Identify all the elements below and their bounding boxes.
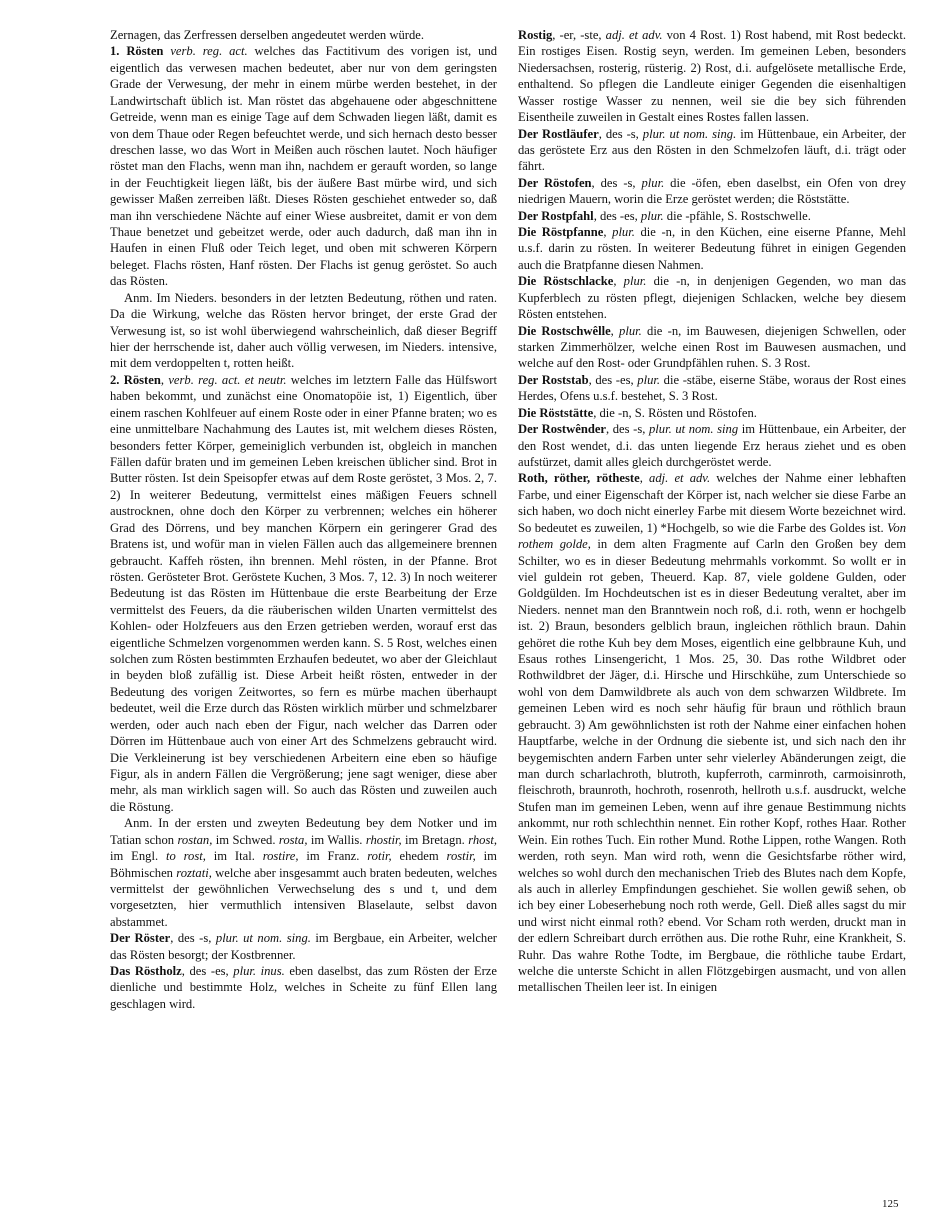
- headword: Der Rostläufer: [518, 126, 599, 141]
- headword: Die Röstschlacke: [518, 274, 614, 289]
- grammar-note: plur.: [637, 372, 661, 387]
- grammar-note: adj. et adv.: [605, 28, 663, 42]
- entry-text: die -öfen, eben daselbst, ein Ofen von drey niedrigen Mauern, worin die Erze geröstet werden; die Röststätte.: [518, 175, 906, 207]
- dictionary-entry: [518, 405, 906, 421]
- headword: Die Rostschwêlle: [518, 323, 611, 338]
- dictionary-entry: [518, 175, 906, 208]
- entry-text: ,: [639, 471, 650, 486]
- grammar-note: Von rothem golde,: [518, 520, 906, 552]
- entry-text: Anm. Im Nieders. besonders in der letzten Bedeutung, röthen und raten. Da die Wirkung, welche das Rösten hervor bringet, der erste Grad der Verwesung ist, so ist wohl überwiegend wahrscheinlich, daß dieser Begriff hier der herrschende ist, daher auch völlig verwesen, im Nieders. intensive, mit dem verdoppelten t, rotten heißt.: [110, 290, 497, 371]
- entry-text: im Bretagn.: [401, 832, 469, 847]
- dictionary-entry: [110, 290, 497, 372]
- entry-text: , -er, -ste,: [552, 28, 606, 42]
- headword: Der Röstofen: [518, 175, 592, 190]
- grammar-note: plur.: [641, 175, 665, 190]
- grammar-note: verb. reg. act. et neutr.: [168, 372, 287, 387]
- dictionary-entry: [518, 372, 906, 405]
- grammar-note: rosta,: [278, 832, 308, 847]
- entry-text: ,: [160, 372, 169, 387]
- page-number: 125: [882, 1198, 899, 1210]
- entry-text: ,: [613, 274, 624, 289]
- grammar-note: plur. ut nom. sing.: [215, 931, 311, 946]
- headword: 2. Rösten: [110, 372, 161, 387]
- dictionary-entry: [110, 43, 497, 289]
- entry-text: eben daselbst, das zum Rösten der Erze dienliche und bestimmte Holz, welches in Scheite zu fünf Ellen lang geschlagen wird.: [110, 964, 497, 1011]
- entry-text: , des -es,: [588, 372, 638, 387]
- headword: Der Roststab: [518, 372, 589, 387]
- dictionary-entry: [110, 963, 497, 1012]
- grammar-note: plur. inus.: [233, 964, 285, 979]
- entry-text: im Bergbaue, ein Arbeiter, welcher das Rösten besorgt; der Kostbrenner.: [110, 931, 498, 962]
- entry-text: im Franz.: [298, 849, 368, 864]
- headword: Der Rostpfahl: [518, 208, 594, 223]
- entry-text: , des -s,: [170, 931, 216, 946]
- grammar-note: verb. reg. act.: [170, 44, 248, 59]
- entry-text: , des -s,: [591, 175, 642, 190]
- headword: Die Röstpfanne: [518, 225, 604, 240]
- right-column: [518, 27, 906, 996]
- grammar-note: rotir,: [367, 849, 392, 864]
- headword: Rostig: [518, 28, 553, 42]
- grammar-note: rhost,: [468, 832, 498, 847]
- left-column: [110, 27, 497, 1012]
- entry-text: welches das Factitivum des vorigen ist, und eigentlich das verwesen machen bedeutet, aber nur von dem geringsten Grade der Verwesung, der mehr in einem mürbe werden bestehet, in der Landwirtschaft üblich ist. Man röstet das abgehauene oder abgeschnittene Getreide, wenn man es einige Tage auf dem Schwaden liegen läßt, damit es von dem Thaue oder Regen befeuchtet werde, und sich hernach desto besser dreschen lasse, wo das Wort in Meißen auch röschen lautet. Noch häufiger röstet man den Flachs, wenn man ihn, nachdem er gerauft worden, so lange in der Feuchtigkeit liegen läßt, bis der äußere Bast mürbe wird, und sich gewisser Maßen zerreiben läßt. Dieses Rösten geschiehet entweder so, daß man ihn verschiedene Nächte auf einer Wiese ausbreitet, damit er von dem Thaue benetzet und gebeitzet werde, oder auch dadurch, daß man ihn in Haufen in einen Fluß oder Teich leget, und oben mit schweren Körpern beleget. Flachs rösten, Hanf rösten. Der Flachs ist genug geröstet. So auch das Rösten.: [110, 44, 497, 289]
- grammar-note: plur. ut nom. sing: [648, 422, 739, 437]
- headword: Roth, röther, rötheste: [518, 471, 640, 486]
- dictionary-entry: [518, 224, 906, 273]
- entry-text: im Schwed.: [212, 832, 279, 847]
- entry-text: im Ital.: [205, 849, 263, 864]
- entry-text: im Hüttenbaue, ein Arbeiter, der den Rost wendet, d.i. das unten liegende Erz heraus ziehet und es oben aufstürzet, damit alles gleich durchgeröstet werde.: [518, 422, 907, 469]
- dictionary-entry: [518, 323, 906, 372]
- entry-text: die -pfähle, S. Rostschwelle.: [663, 208, 811, 223]
- grammar-note: plur.: [612, 225, 635, 240]
- entry-text: im Hüttenbaue, ein Arbeiter, der das geröstete Erz aus den Rösten in den Schmelzofen läuft, d.i. trägt oder fährt.: [518, 126, 906, 174]
- entry-text: Anm. In der ersten und zweyten Bedeutung bey dem Notker und im Tatian schon: [110, 816, 497, 847]
- dictionary-entry: [110, 372, 497, 815]
- entry-text: die -n, in den Küchen, eine eiserne Pfanne, Mehl u.s.f. darin zu rösten. In weiterer Bedeutung führet in einigen Gegenden auch die Bratpfanne diesen Nahmen.: [518, 225, 906, 272]
- entry-text: welches der Nahme einer lebhaften Farbe, und einer Eigenschaft der Körper ist, nach welcher sie diese Farbe an sich haben, wo doch nicht einerley Farbe mit diesem Worte bezeichnet wird. So bedeutet es zuweilen, 1) *Hochgelb, so wie die Farbe des Goldes ist.: [518, 471, 906, 535]
- entry-text: die -n, im Bauwesen, diejenigen Schwellen, oder starken Zimmerhölzer, welche einen Rost im Bauwesen ausmachen, und welche auf den Rost- oder Grundpfählen ruhen. S. 3 Rost.: [518, 323, 906, 371]
- entry-text: , des -s,: [598, 126, 643, 141]
- dictionary-entry: [518, 470, 906, 996]
- grammar-note: adj. et adv.: [649, 471, 711, 486]
- grammar-note: plur. ut nom. sing.: [642, 126, 737, 141]
- dictionary-entry: [518, 273, 906, 322]
- dictionary-entry: [518, 126, 906, 175]
- entry-text: in dem alten Fragmente auf Carln den Großen bey dem Schilter, wo es in dieser Bedeutung mehrmahls vorkommt. So wollt er in viel guldein rot geben, Theuerd. Kap. 87, viele goldene Gulden, oder Goldgülden. Im Hochdeutschen ist es in dieser Bedeutung veraltet, aber im Nieders. nennet man den Branntwein noch roß, d.i. roth, wenn er hochgelb ist. 2) Braun, besonders gelblich braun, ingleichen röthlich braun. Dahin gehöret die rothe Kuh bey dem Moses, eigentlich eine gelbbraune Kuh, und Esaus rothes Linsengericht, 1 Mos. 25, 30. Das rothe Wildbret oder Rothwildbret der Jäger, d.i. Hirsche und Hirschkühe, zum Unterschiede so wohl von dem Damwildbrete als auch von dem schwarzen Wildbrete. Im gemeinen Leben wird es noch sehr häufig für braun und röthlich braun gebraucht. 3) Am gewöhnlichsten ist roth der Nahme einer einfachen hohen Hauptfarbe, welche in der Ordnung die siebente ist, und sich nach den ihr beygemischten andern Farben unter sehr vielerley Abänderungen zeigt, die man durch scharlachroth, blutroth, kupferroth, carminroth, carmoisinroth, fleischroth, braunroth, hochroth, rosenroth, hellroth u.s.f. ausdruckt, welche Stufen man im gemeinen Leben, wenn auf ihre genaue Bestimmung nichts ankommt, nur roth schlechthin nennet. Ein rother Kopf, rothes Haar. Rother Wein. Ein rothes Tuch. Ein rother Mund. Rothe Lippen, rothe Wangen. Roth werden, roth seyn. Man wird roth, wenn die Gesichtsfarbe röther wird, welches so wohl durch den mechanischen Trieb des Blutes nach dem Kopfe, als auch in allerley Empfindungen geschiehet. Sie wollen gewiß sehen, ob ich bey einer Lobeserhebung noch roth werde, Gell. Dieß alles sagst du mir und wirst nicht einmal roth? ebend. Vor Scham roth werden, druckt man in der edlern Schreibart durch erröthen aus. Die rothe Ruhr, eine Krankheit, S. Ruhr. Das wahre Rothe Todte, im Bergbaue, die röthliche taube Erdart, welche die unterste Schicht in allen Flötzgebirgen ausmacht, und von allen metallischen Theilen leer ist. In einigen: [518, 537, 906, 995]
- entry-text: ,: [610, 323, 620, 338]
- grammar-note: rostir,: [446, 849, 476, 864]
- grammar-note: rostire,: [262, 849, 299, 864]
- grammar-note: roztati,: [176, 865, 212, 880]
- entry-text: ,: [603, 225, 613, 240]
- grammar-note: rostan,: [177, 832, 213, 847]
- headword: Das Röstholz: [110, 964, 182, 979]
- headword: Der Rostwênder: [518, 422, 607, 437]
- dictionary-entry: [110, 930, 497, 963]
- grammar-note: plur.: [623, 274, 647, 289]
- grammar-note: plur.: [640, 208, 664, 223]
- entry-text: im Böhmischen: [110, 849, 497, 880]
- entry-text: welche aber insgesammt auch braten bedeuten, welches vermittelst der gewöhnlichen Verwechselung des s und t, und dem vorgesetzten, hier vermuthlich intensiven Blaselaute, selbst davon abstammet.: [110, 865, 497, 929]
- headword: Die Röststätte: [518, 405, 594, 420]
- entry-text: die -n, in denjenigen Gegenden, wo man das Kupferblech zu rösten pflegt, diejenigen Schlacken, welche bey diesem Rösten entstehen.: [518, 274, 907, 322]
- headword: 1. Rösten: [110, 44, 164, 59]
- grammar-note: to rost,: [165, 849, 206, 864]
- entry-text: ehedem: [391, 849, 447, 864]
- entry-text: , des -es,: [593, 208, 641, 223]
- entry-text: , des -s,: [606, 422, 649, 437]
- dictionary-entry: [110, 27, 497, 43]
- dictionary-entry: [518, 421, 906, 470]
- entry-text: von 4 Rost. 1) Rost habend, mit Rost bedeckt. Ein rostiges Eisen. Rostig seyn, werden. Im gemeinen Leben, besonders Niedersachsen, rosterig, rüsterig. 2) Rost, d.i. aufgelösete metallische Erde, enthaltend. So pflegen die Landleute einiger Gegenden die eisenhaltigen Wasser rostige Wasser zu nennen, weil sie die bey sich führenden Eisentheile zuweilen in Gestalt eines Rostes fallen lassen.: [518, 28, 906, 125]
- headword: Der Röster: [110, 931, 171, 946]
- entry-text: welches im letztern Falle das Hülfswort haben bekommt, und zunächst eine Onomatopöie ist, 1) Eigentlich, über einem raschen Kohlfeuer auf einem Roste oder in einer Pfanne braten; wo es eine unmittelbare Nachahmung des Lautes ist, mit welchem dieses Rösten, besonders fetter Körper, gemeiniglich verbunden ist, obgleich in manchen Fällen dafür braten und im gemeinen Leben kreischen üblicher sind. Brot in Butter rösten. Ist dein Speisopfer etwas auf dem Roste geröstet, 3 Mos. 2, 7. 2) In weiterer Bedeutung, vermittelst eines mäßigen Feuers schnell austrocknen, ohne doch den Körper zu verbrennen; welches ein höherer Grad des Dörrens, und bey manchen Körpern ein geringerer Grad des Bratens ist, und wofür man in vielen Fällen auch das allgemeinere brennen gebraucht. Kaffeh rösten, ihn brennen. Mehl rösten, in der Pfanne. Brot rösten. Gerösteter Brot. Geröstete Kuchen, 3 Mos. 7, 12. 3) In noch weiterer Bedeutung ist das Rösten im Hüttenbaue die erste Bearbeitung der Erze vermittelst des Feuers, da die räuberischen wilden Unarten vermittelst des Kohlen- oder Holzfeuers aus den Erzen getrieben werden, worauf erst das eigentliche Schmelzen vorgenommen werden kann. S. 5 Rost, welches einen solchen zum Rösten bestimmten Erzhaufen bedeutet, wo aber der Gleichlaut in beyden bloß zufällig ist. Diese Arbeit heißt rösten, entweder in der Bedeutung des vorigen Zeitwortes, so fern es mürbe machen überhaupt bedeutet, weil die Erze durch das Rösten wirklich mürber und schmelzbarer werden, oder auch nach eben der Figur, nach welcher das Darren oder Dörren im Hüttenbaue auch von einer Art des Schmelzens gebraucht wird. Die Verkleinerung ist bey verschiedenen Arbeitern eine eben so häufige Figur, als in andern Fällen die Vergrößerung; jene sagt weniger, diese aber mehr, als man wirklich sagen will. So auch das Rösten und zuweilen auch die Röstung.: [110, 372, 498, 814]
- dictionary-entry: [110, 815, 497, 930]
- grammar-note: rhostir,: [365, 832, 402, 847]
- dictionary-entry: [518, 208, 906, 224]
- grammar-note: plur.: [619, 323, 642, 338]
- entry-text: , des -es,: [181, 964, 234, 979]
- entry-text: im Wallis.: [307, 832, 366, 847]
- entry-text: Zernagen, das Zerfressen derselben angedeutet werden würde.: [110, 28, 424, 42]
- entry-text: die -stäbe, eiserne Stäbe, woraus der Rost eines Herdes, Ofens u.s.f. bestehet, S. 3 Rost.: [518, 372, 906, 404]
- entry-text: im Engl.: [110, 849, 166, 864]
- dictionary-entry: [518, 27, 906, 126]
- entry-text: , die -n, S. Rösten und Röstofen.: [593, 405, 757, 420]
